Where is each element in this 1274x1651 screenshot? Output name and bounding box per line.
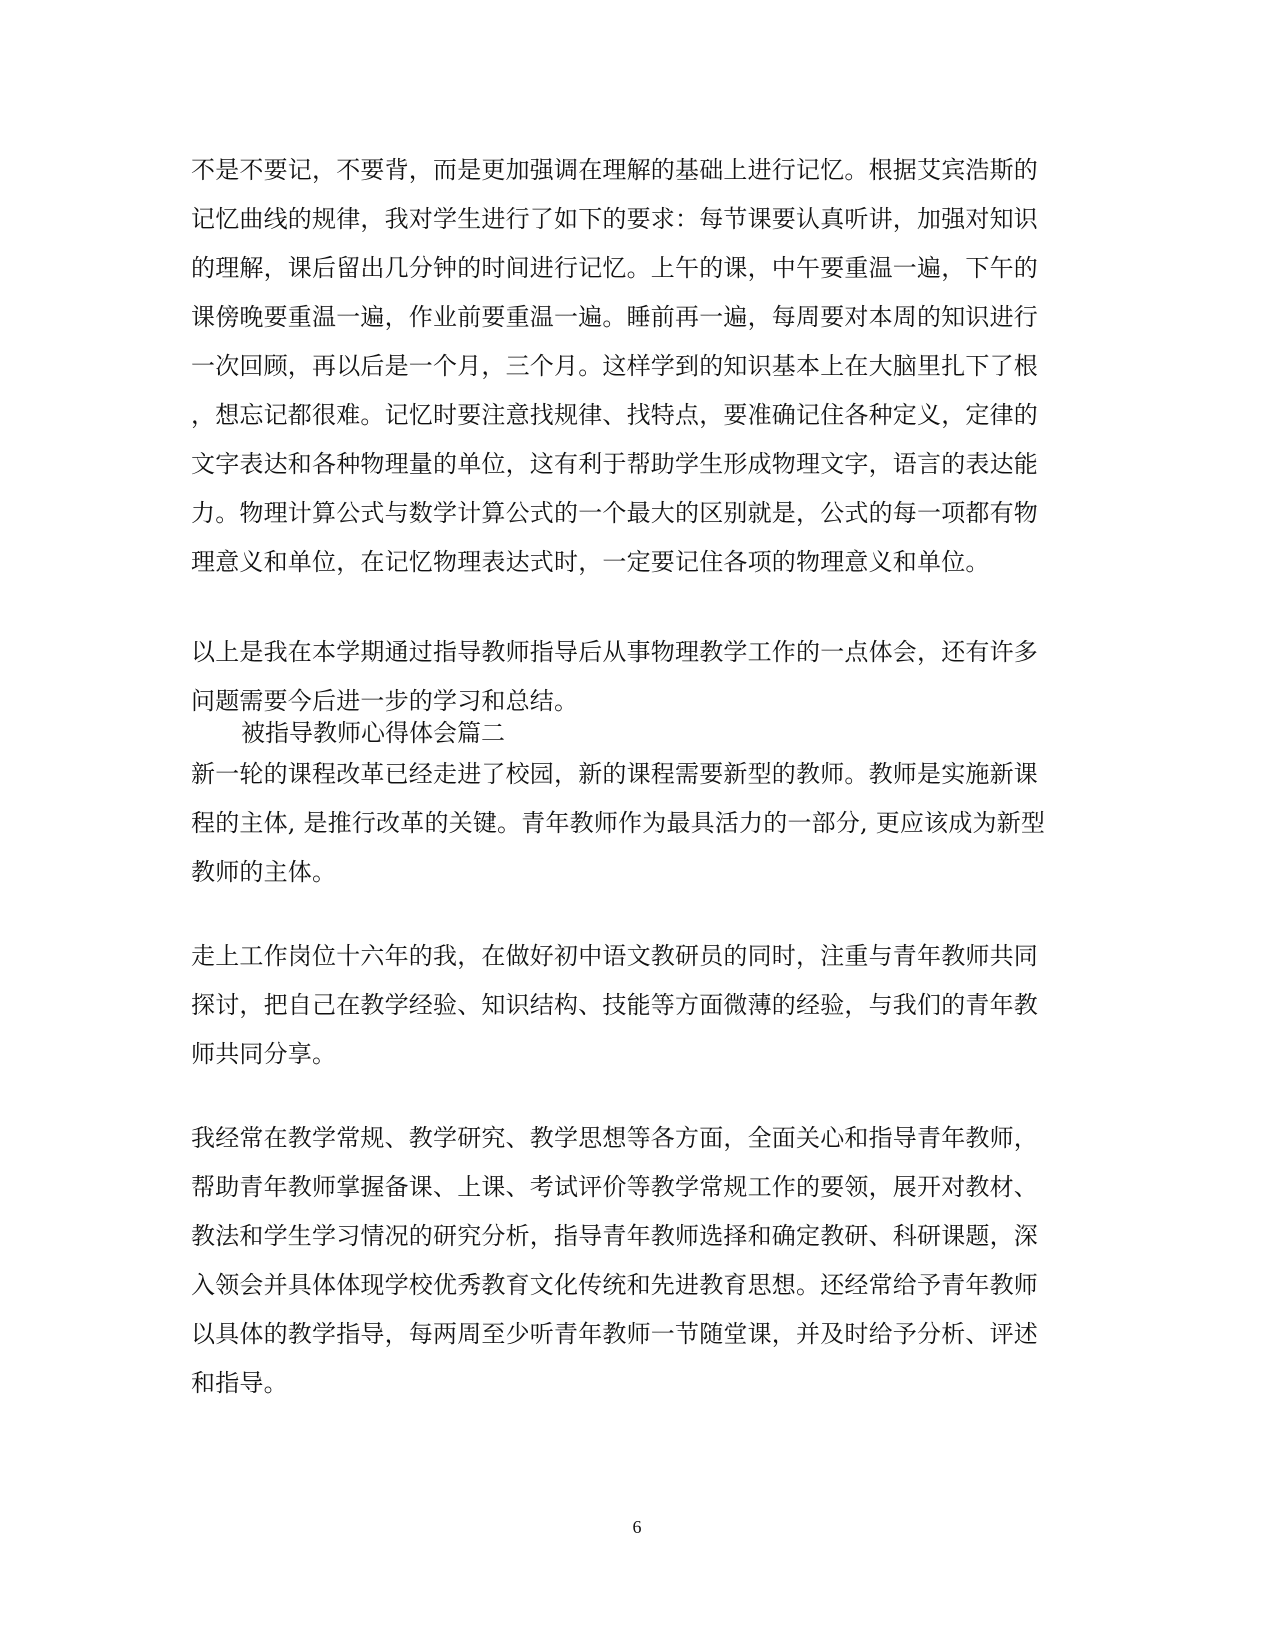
text-line: 和指导。 <box>191 1369 288 1397</box>
section-heading: 被指导教师心得体会篇二 <box>241 719 505 747</box>
text-line: 问题需要今后进一步的学习和总结。 <box>191 687 579 715</box>
paragraph-guidance <box>191 1114 1071 1408</box>
text-line: 教法和学生学习情况的研究分析，指导青年教师选择和确定教研、科研课题，深 <box>191 1222 1038 1250</box>
text-line: 理意义和单位，在记忆物理表达式时，一定要记住各项的物理意义和单位。 <box>191 548 990 576</box>
text-line: 走上工作岗位十六年的我，在做好初中语文教研员的同时，注重与青年教师共同 <box>191 942 1038 970</box>
text-line: 探讨，把自己在教学经验、知识结构、技能等方面微薄的经验，与我们的青年教 <box>191 991 1038 1019</box>
text-line: 帮助青年教师掌握备课、上课、考试评价等教学常规工作的要领，展开对教材、 <box>191 1173 1038 1201</box>
paragraph-summary <box>191 628 1071 726</box>
paragraph-curriculum-reform <box>191 750 1071 897</box>
text-line: 一次回顾，再以后是一个月，三个月。这样学到的知识基本上在大脑里扎下了根 <box>191 352 1038 380</box>
text-line: 程的主体, 是推行改革的关键。青年教师作为最具活力的一部分, 更应该成为新型 <box>191 809 1046 837</box>
paragraph-experience <box>191 932 1071 1079</box>
text-line: 以上是我在本学期通过指导教师指导后从事物理教学工作的一点体会，还有许多 <box>191 638 1038 666</box>
text-line: 力。物理计算公式与数学计算公式的一个最大的区别就是，公式的每一项都有物 <box>191 499 1038 527</box>
text-line: 新一轮的课程改革已经走进了校园，新的课程需要新型的教师。教师是实施新课 <box>191 760 1038 788</box>
text-line: 记忆曲线的规律，我对学生进行了如下的要求：每节课要认真听讲，加强对知识 <box>191 205 1038 233</box>
text-line: 教师的主体。 <box>191 858 337 886</box>
paragraph-memory-method <box>191 146 1071 587</box>
page-number: 6 <box>632 1517 642 1537</box>
text-line: 课傍晚要重温一遍，作业前要重温一遍。睡前再一遍，每周要对本周的知识进行 <box>191 303 1038 331</box>
text-line: ，想忘记都很难。记忆时要注意找规律、找特点，要准确记住各种定义，定律的 <box>191 401 1038 429</box>
text-line: 文字表达和各种物理量的单位，这有利于帮助学生形成物理文字，语言的表达能 <box>191 450 1038 478</box>
text-line: 以具体的教学指导，每两周至少听青年教师一节随堂课，并及时给予分析、评述 <box>191 1320 1038 1348</box>
text-line: 我经常在教学常规、教学研究、教学思想等各方面，全面关心和指导青年教师， <box>191 1124 1038 1152</box>
text-line: 的理解，课后留出几分钟的时间进行记忆。上午的课，中午要重温一遍，下午的 <box>191 254 1038 282</box>
text-line: 入领会并具体体现学校优秀教育文化传统和先进教育思想。还经常给予青年教师 <box>191 1271 1038 1299</box>
text-line: 不是不要记，不要背，而是更加强调在理解的基础上进行记忆。根据艾宾浩斯的 <box>191 156 1038 184</box>
text-line: 师共同分享。 <box>191 1040 337 1068</box>
